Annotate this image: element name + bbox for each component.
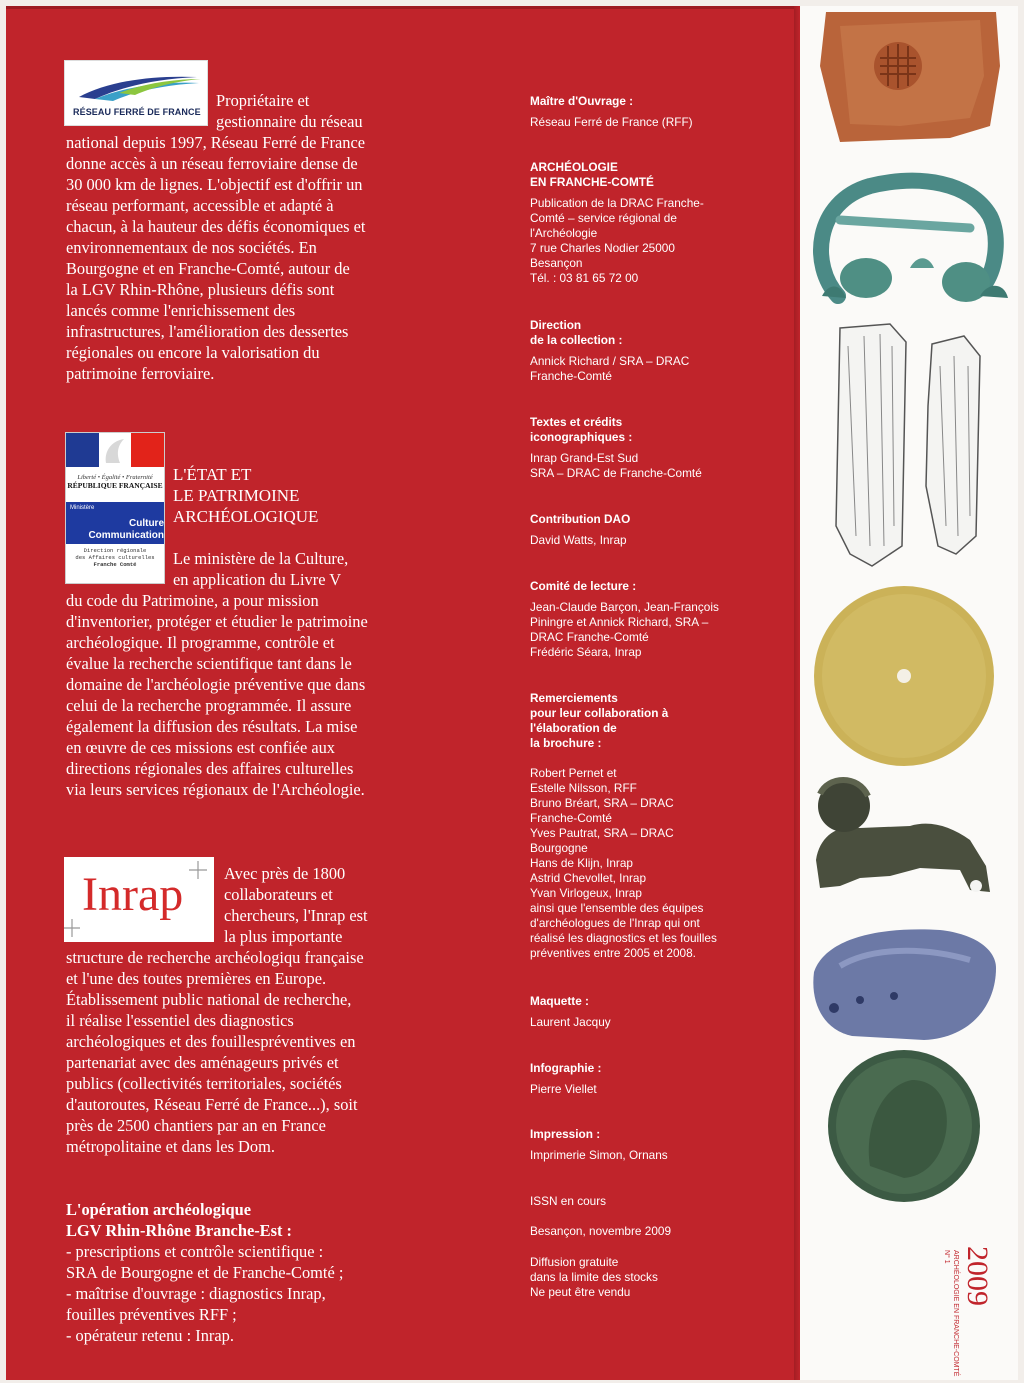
artifact-illustrations [800,6,1018,1380]
rff-line: infrastructures, l'amélioration des dessertes [66,322,349,341]
credit-infographie [530,1061,770,1097]
republique-francaise-logo [65,432,165,584]
credit-line: Pierre Viellet [530,1082,597,1096]
credit-textes [530,415,770,481]
credit-heading: l'élaboration de [530,721,617,735]
lion-fibula-icon [816,780,990,892]
credit-heading: Contribution DAO [530,512,631,526]
inrap-line: partenariat avec des aménageurs privés et [66,1053,339,1072]
credit-line: Franche-Comté [530,369,612,383]
inrap-text-body [66,947,416,1157]
culture-label: Culture [129,518,164,529]
artifact-strip [800,6,1018,1380]
etat-title-line: L'ÉTAT ET [173,465,252,484]
spine-series [942,1250,960,1380]
spine-series-line: FRANCHE-COMTÉ [952,1314,959,1377]
rff-swoosh-icon [65,61,207,111]
rff-line: régionales ou encore la valorisation du [66,343,320,362]
etat-line: via leurs services régionaux de l'Archéologie. [66,780,365,799]
credit-heading: pour leur collaboration à [530,706,669,720]
credit-heading: Textes et crédits [530,415,623,429]
credit-impression [530,1127,770,1163]
operation-line: SRA de Bourgogne et de Franche-Comté ; [66,1263,344,1282]
rff-line: patrimoine ferroviaire. [66,364,215,383]
operation-line: - maîtrise d'ouvrage : diagnostics Inrap, [66,1284,326,1303]
credit-line: Franche-Comté [530,811,612,825]
credit-line: réalisé les diagnostics et les fouilles [530,931,717,945]
credit-line: Hans de Klijn, Inrap [530,856,633,870]
rff-text-intro [216,90,406,132]
inrap-line: il réalise l'essentiel des diagnostics [66,1011,294,1030]
credit-line: Laurent Jacquy [530,1015,611,1029]
credit-line: l'Archéologie [530,226,598,240]
credit-comite [530,579,770,660]
inrap-line: métropolitaine et dans les Dom. [66,1137,275,1156]
credit-line: Imprimerie Simon, Ornans [530,1148,668,1162]
inrap-crosshair-icon [64,857,214,942]
roman-coin-icon [828,1050,980,1202]
etat-line: Le ministère de la Culture, [173,549,349,568]
etat-line: celui de la recherche programmée. Il assure [66,696,352,715]
credit-heading: Maquette : [530,994,589,1008]
glass-fragment-icon [813,929,996,1040]
inrap-line: et l'une des toutes premières en Europe. [66,969,327,988]
operation-title: LGV Rhin-Rhône Branche-Est : [66,1221,293,1240]
rff-line: Bourgogne et en Franche-Comté, autour de [66,259,350,278]
spine-year: 2009 [961,1246,994,1306]
inrap-line: chercheurs, l'Inrap est [224,906,368,925]
credit-line: Publication de la DRAC Franche- [530,196,704,210]
etat-line: d'inventorier, protéger et étudier le patrimoine [66,612,368,631]
rff-line: réseau performant, accessible et adapté à [66,196,334,215]
etat-line: également la diffusion des résultats. La mise [66,717,358,736]
diffusion-line: Diffusion gratuite [530,1255,619,1269]
stone-disc-icon [814,586,994,766]
credit-line: Tél. : 03 81 65 72 00 [530,271,639,285]
credit-line: Bruno Bréart, SRA – DRAC [530,796,674,810]
credit-line: Piningre et Annick Richard, SRA – [530,615,709,629]
credit-archeologie [530,160,770,286]
diffusion-line: Ne peut être vendu [530,1285,631,1299]
credit-line: Robert Pernet et [530,766,617,780]
etat-line: en application du Livre V [173,570,342,589]
credit-heading: ARCHÉOLOGIE [530,160,618,174]
rff-text-body [66,132,406,384]
credit-line: 7 rue Charles Nodier 25000 [530,241,675,255]
etat-text-body [66,590,406,800]
terracotta-fragment-icon [820,12,1000,142]
inrap-logo [64,857,214,942]
etat-text-intro [173,548,403,590]
brochure-back-cover [6,6,1018,1380]
drac-label [66,547,164,568]
inrap-line: publics (collectivités territoriales, sociétés [66,1074,342,1093]
credit-heading: Impression : [530,1127,601,1141]
credit-remerciements [530,691,770,961]
credit-heading: de la collection : [530,333,623,347]
etat-title [173,464,373,527]
credit-line: d'archéologues de l'Inrap qui ont [530,916,700,930]
communication-label: Communication [88,530,164,541]
inrap-line: d'autoroutes, Réseau Ferré de France...), soit [66,1095,358,1114]
ministere-band [66,502,164,544]
credit-line: SRA – DRAC de Franche-Comté [530,466,702,480]
credit-line: DRAC Franche-Comté [530,630,649,644]
bronze-brooch-icon [821,181,1008,302]
credit-heading: la brochure : [530,736,602,750]
republique-label: RÉPUBLIQUE FRANÇAISE [67,481,163,490]
rff-line: Propriétaire et [216,91,310,110]
credit-line: Yves Pautrat, SRA – DRAC [530,826,674,840]
credit-maitre-ouvrage [530,94,770,130]
credit-line: préventives entre 2005 et 2008. [530,946,696,960]
drac-line: Direction régionale [83,547,147,554]
date-note: Besançon, novembre 2009 [530,1224,672,1238]
inrap-text-intro [224,863,414,947]
credit-dao [530,512,770,548]
etat-title-line: LE PATRIMOINE [173,486,300,505]
diffusion-note [530,1255,770,1300]
rff-line: la LGV Rhin-Rhône, plusieurs défis sont [66,280,335,299]
drac-line: Franche Comté [93,561,137,568]
rff-line: gestionnaire du réseau [216,112,363,131]
rff-line: 30 000 km de lignes. L'objectif est d'offrir un [66,175,363,194]
credit-maquette [530,994,770,1030]
credit-heading: Remerciements [530,691,618,705]
ministere-label: Ministère [70,505,95,511]
credit-line: David Watts, Inrap [530,533,627,547]
rff-line: donne accès à un réseau ferroviaire dense de [66,154,358,173]
credit-line: Estelle Nilsson, RFF [530,781,637,795]
rff-logo [64,60,208,126]
operation-line: - opérateur retenu : Inrap. [66,1326,234,1345]
republique-motto: Liberté • Égalité • Fraternité [77,474,153,481]
etat-line: du code du Patrimoine, a pour mission [66,591,319,610]
marianne-flag-icon [66,433,164,467]
diffusion-line: dans la limite des stocks [530,1270,658,1284]
rff-logo-label: RÉSEAU FERRÉ DE FRANCE [73,107,201,117]
credit-line: Frédéric Séara, Inrap [530,645,642,659]
credit-line: Astrid Chevollet, Inrap [530,871,647,885]
etat-line: en œuvre de ces missions est confiée aux [66,738,335,757]
credit-line: Yvan Virlogeux, Inrap [530,886,642,900]
credit-direction [530,318,770,384]
operation-line: fouilles préventives RFF ; [66,1305,237,1324]
etat-line: archéologique. Il programme, contrôle et [66,633,335,652]
operation-block [66,1199,416,1346]
spine-series-line: ARCHÉOLOGIE EN [952,1250,959,1314]
credit-line: Besançon [530,256,583,270]
credit-line: Comté – service régional de [530,211,677,225]
credit-line: Bourgogne [530,841,588,855]
inrap-line: près de 2500 chantiers par an en France [66,1116,326,1135]
drac-line: des Affaires culturelles [75,554,155,561]
inrap-line: Établissement public national de recherche, [66,990,352,1009]
issn-note: ISSN en cours [530,1194,607,1208]
operation-title: L'opération archéologique [66,1200,252,1219]
inrap-line: Avec près de 1800 [224,864,346,883]
etat-line: directions régionales des affaires culturelles [66,759,354,778]
credit-heading: iconographiques : [530,430,633,444]
inrap-line: structure de recherche archéologiqu française [66,948,364,967]
rff-line: lancés comme l'enrichissement des [66,301,296,320]
inrap-line: la plus importante [224,927,343,946]
rff-line: environnementaux de nos sociétés. En [66,238,317,257]
credit-heading: EN FRANCHE-COMTÉ [530,175,654,189]
spine-number: N° 1 [943,1250,950,1264]
inrap-wordmark: Inrap [82,868,184,921]
operation-line: - prescriptions et contrôle scientifique : [66,1242,324,1261]
etat-line: domaine de l'archéologie préventive que dans [66,675,366,694]
credit-heading: Maître d'Ouvrage : [530,94,634,108]
credit-line: Jean-Claude Barçon, Jean-François [530,600,719,614]
credit-heading: Comité de lecture : [530,579,637,593]
credit-line: Annick Richard / SRA – DRAC [530,354,690,368]
flint-blade-drawing-icon [836,324,980,566]
credit-line: Réseau Ferré de France (RFF) [530,115,693,129]
inrap-line: collaborateurs et [224,885,333,904]
rff-line: chacun, à la hauteur des défis économiques et [66,217,366,236]
credit-line: ainsi que l'ensemble des équipes [530,901,704,915]
rff-line: national depuis 1997, Réseau Ferré de France [66,133,366,152]
etat-title-line: ARCHÉOLOGIQUE [173,507,319,526]
inrap-line: archéologiques et des fouillespréventives en [66,1032,356,1051]
credit-heading: Direction [530,318,582,332]
etat-line: évalue la recherche scientifique tant dans le [66,654,352,673]
credit-line: Inrap Grand-Est Sud [530,451,639,465]
credit-heading: Infographie : [530,1061,602,1075]
